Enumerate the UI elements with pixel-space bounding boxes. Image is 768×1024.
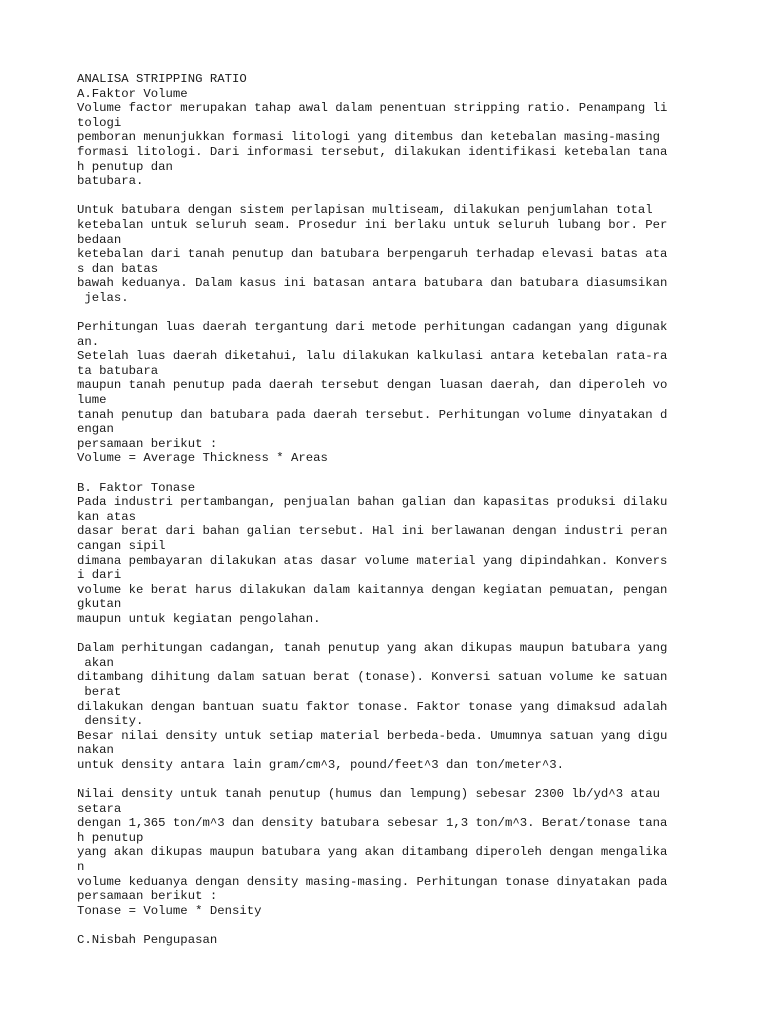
text-line xyxy=(77,627,697,642)
text-line: density. xyxy=(77,714,144,729)
text-line: n xyxy=(77,860,85,875)
text-line: Nilai density untuk tanah penutup (humus dan lempung) sebesar 2300 lb/yd^3 atau xyxy=(77,787,660,802)
text-line: tanah penutup dan batubara pada daerah tersebut. Perhitungan volume dinyatakan d xyxy=(77,407,668,422)
text-line: A.Faktor Volume xyxy=(77,86,188,101)
text-line: nakan xyxy=(77,743,114,758)
text-line: maupun tanah penutup pada daerah tersebut dengan luasan daerah, dan diperoleh vo xyxy=(77,378,668,393)
text-line: batubara. xyxy=(77,174,144,189)
text-line: Setelah luas daerah diketahui, lalu dilakukan kalkulasi antara ketebalan rata-ra xyxy=(77,349,668,364)
text-line: maupun untuk kegiatan pengolahan. xyxy=(77,611,321,626)
text-line: C.Nisbah Pengupasan xyxy=(77,933,218,948)
text-line: persamaan berikut : xyxy=(77,436,218,451)
text-line: formasi litologi. Dari informasi tersebut, dilakukan identifikasi ketebalan tana xyxy=(77,144,668,159)
text-line: engan xyxy=(77,422,114,437)
text-line: ANALISA STRIPPING RATIO xyxy=(77,72,247,86)
document-text xyxy=(77,72,697,948)
text-line: ta batubara xyxy=(77,363,159,378)
text-line: jelas. xyxy=(77,290,129,305)
text-line: Pada industri pertambangan, penjualan bahan galian dan kapasitas produksi dilaku xyxy=(77,495,668,510)
text-line: dimana pembayaran dilakukan atas dasar volume material yang dipindahkan. Konvers xyxy=(77,553,668,568)
text-line: Besar nilai density untuk setiap material berbeda-beda. Umumnya satuan yang digu xyxy=(77,728,668,743)
text-line xyxy=(77,466,697,481)
text-line: dengan 1,365 ton/m^3 dan density batubara sebesar 1,3 ton/m^3. Berat/tonase tana xyxy=(77,816,668,831)
text-line: dilakukan dengan bantuan suatu faktor tonase. Faktor tonase yang dimaksud adalah xyxy=(77,699,668,714)
text-line: tologi xyxy=(77,115,122,130)
text-line xyxy=(77,918,697,933)
text-line: persamaan berikut : xyxy=(77,889,218,904)
text-line: volume ke berat harus dilakukan dalam kaitannya dengan kegiatan pemuatan, pengan xyxy=(77,582,668,597)
text-line xyxy=(77,189,697,204)
text-line: gkutan xyxy=(77,597,122,612)
text-line: lume xyxy=(77,393,107,408)
text-line xyxy=(77,773,697,788)
text-line: akan xyxy=(77,655,114,670)
text-line: bawah keduanya. Dalam kasus ini batasan antara batubara dan batubara diasumsikan xyxy=(77,276,668,291)
text-line: Volume factor merupakan tahap awal dalam penentuan stripping ratio. Penampang li xyxy=(77,101,668,116)
text-line: Tonase = Volume * Density xyxy=(77,903,262,918)
text-line: pemboran menunjukkan formasi litologi yang ditembus dan ketebalan masing-masing xyxy=(77,130,660,145)
text-line: B. Faktor Tonase xyxy=(77,480,196,495)
text-line: s dan batas xyxy=(77,261,159,276)
text-line: volume keduanya dengan density masing-masing. Perhitungan tonase dinyatakan pada xyxy=(77,874,668,889)
text-line: h penutup xyxy=(77,830,144,845)
text-line: ketebalan untuk seluruh seam. Prosedur ini berlaku untuk seluruh lubang bor. Per xyxy=(77,217,668,232)
text-line: i dari xyxy=(77,568,122,583)
text-line: berat xyxy=(77,684,122,699)
text-line xyxy=(77,306,697,321)
text-line: an. xyxy=(77,334,100,349)
text-line: kan atas xyxy=(77,509,137,524)
text-line: dasar berat dari bahan galian tersebut. Hal ini berlawanan dengan industri peran xyxy=(77,524,668,539)
text-line: Untuk batubara dengan sistem perlapisan multiseam, dilakukan penjumlahan total xyxy=(77,203,653,218)
text-line: untuk density antara lain gram/cm^3, pound/feet^3 dan ton/meter^3. xyxy=(77,757,565,772)
text-line: Dalam perhitungan cadangan, tanah penutup yang akan dikupas maupun batubara yang xyxy=(77,641,668,656)
text-line: bedaan xyxy=(77,232,122,247)
text-line: cangan sipil xyxy=(77,539,166,553)
text-line: Perhitungan luas daerah tergantung dari metode perhitungan cadangan yang digunak xyxy=(77,320,668,335)
text-line: yang akan dikupas maupun batubara yang akan ditambang diperoleh dengan mengalika xyxy=(77,845,668,860)
text-line: ketebalan dari tanah penutup dan batubara berpengaruh terhadap elevasi batas ata xyxy=(77,247,668,262)
text-line: h penutup dan xyxy=(77,159,173,174)
text-line: setara xyxy=(77,801,122,816)
text-line: ditambang dihitung dalam satuan berat (tonase). Konversi satuan volume ke satuan xyxy=(77,670,668,685)
text-line: Volume = Average Thickness * Areas xyxy=(77,451,328,466)
